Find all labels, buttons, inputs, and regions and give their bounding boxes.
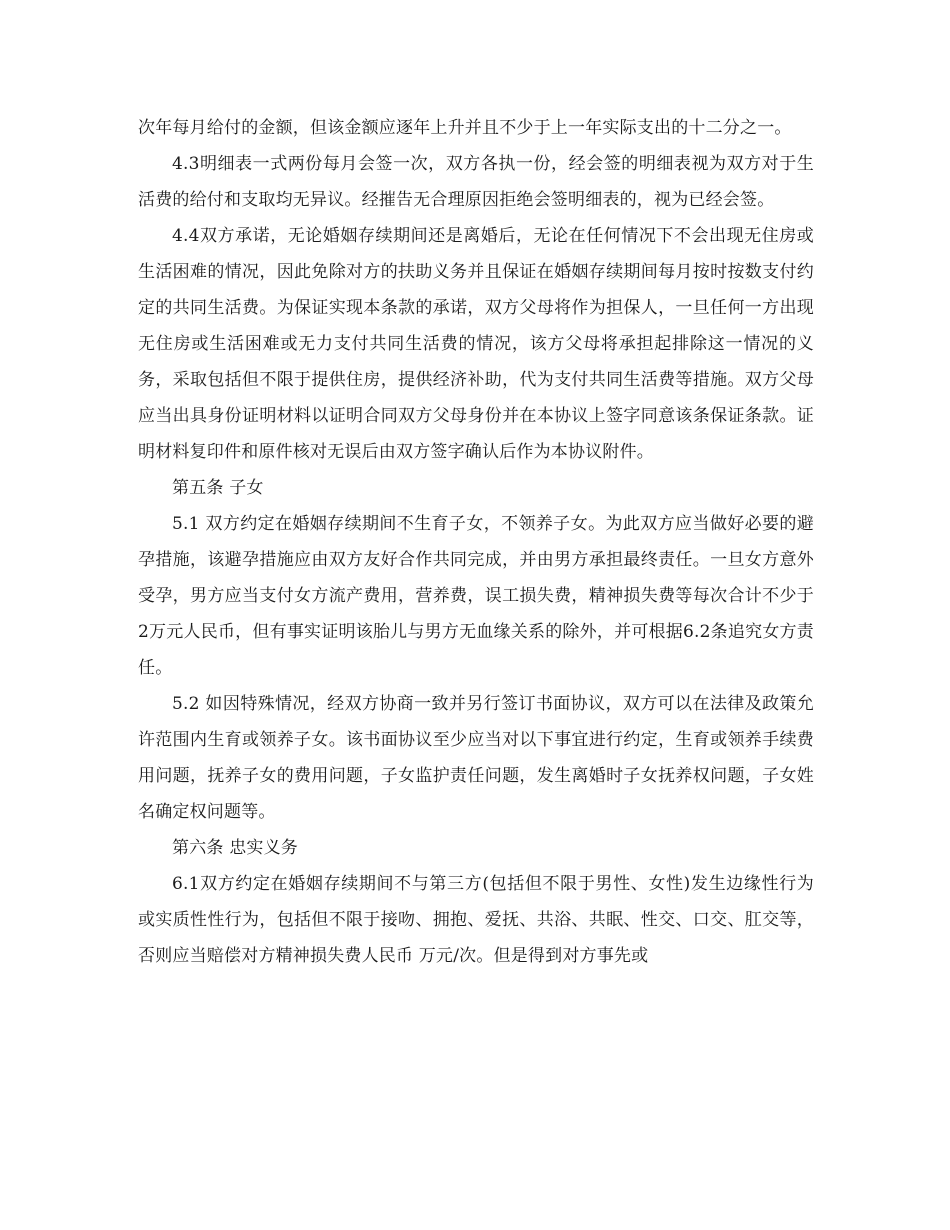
paragraph-6-1: 6.1双方约定在婚姻存续期间不与第三方(包括但不限于男性、女性)发生边缘性行为或实质性性行为，包括但不限于接吻、拥抱、爱抚、共浴、共眠、性交、口交、肛交等，否则应当赔偿对方精神损失费人民币 万元/次。但是得到对方事先或 xyxy=(138,874,814,966)
paragraph-4-3: 4.3明细表一式两份每月会签一次，双方各执一份，经会签的明细表视为双方对于生活费的给付和支取均无异议。经摧告无合理原因拒绝会签明细表的，视为已经会签。 xyxy=(138,154,814,210)
paragraph-continuation: 次年每月给付的金额，但该金额应逐年上升并且不少于上一年实际支出的十二分之一。 xyxy=(138,118,792,138)
section-heading-article-5: 第五条 子女 xyxy=(172,478,264,498)
paragraph-4-4: 4.4双方承诺，无论婚姻存续期间还是离婚后，无论在任何情况下不会出现无住房或生活困难的情况，因此免除对方的扶助义务并且保证在婚姻存续期间每月按时按数支付约定的共同生活费。为保证实现本条款的承诺，双方父母将作为担保人，一旦任何一方出现无住房或生活困难或无力支付共同生活费的情况，该方父母将承担起排除这一情况的义务，采取包括但不限于提供住房，提供经济补助，代为支付共同生活费等措施。双方父母应当出具身份证明材料以证明合同双方父母身份并在本协议上签字同意该条保证条款。证明材料复印件和原件核对无误后由双方签字确认后作为本协议附件。 xyxy=(138,226,814,462)
paragraph-5-2: 5.2 如因特殊情况，经双方协商一致并另行签订书面协议，双方可以在法律及政策允许范围内生育或领养子女。该书面协议至少应当对以下事宜进行约定，生育或领养手续费用问题，抚养子女的费用问题，子女监护责任问题，发生离婚时子女抚养权问题，子女姓名确定权问题等。 xyxy=(138,694,814,822)
section-heading-article-6: 第六条 忠实义务 xyxy=(172,838,299,858)
document-body xyxy=(138,110,814,974)
paragraph-5-1: 5.1 双方约定在婚姻存续期间不生育子女，不领养子女。为此双方应当做好必要的避孕措施，该避孕措施应由双方友好合作共同完成，并由男方承担最终责任。一旦女方意外受孕，男方应当支付女方流产费用，营养费，误工损失费，精神损失费等每次合计不少于2万元人民币，但有事实证明该胎儿与男方无血缘关系的除外，并可根据6.2条追究女方责任。 xyxy=(138,514,814,678)
